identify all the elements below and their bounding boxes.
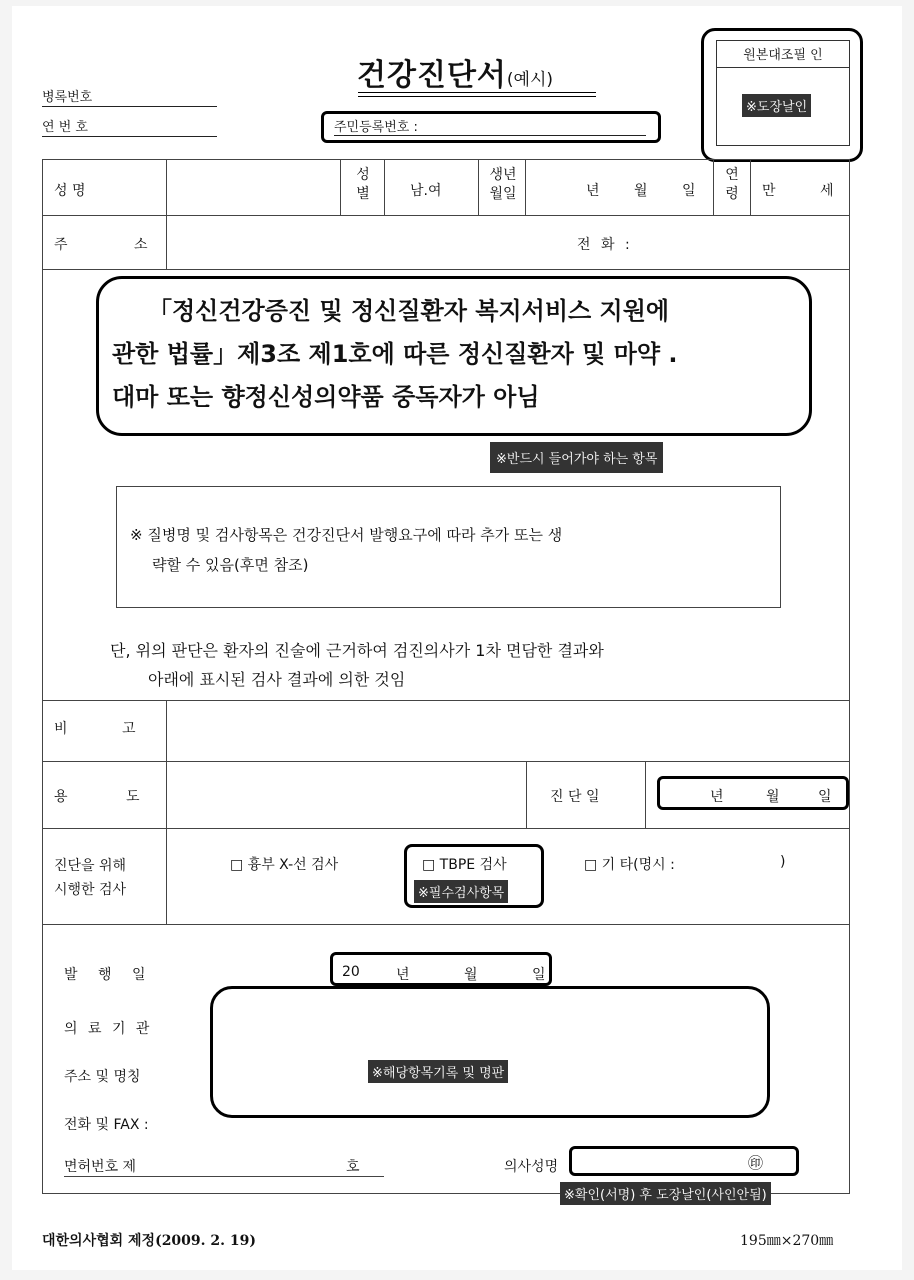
footer-size: 195㎜×270㎜ bbox=[740, 1233, 834, 1249]
diagnosis-year: 년 bbox=[710, 789, 724, 805]
name-label: 성 명 bbox=[54, 183, 86, 199]
main-statement bbox=[112, 290, 802, 419]
tests-label: 진단을 위해 시행한 검사 bbox=[54, 858, 127, 898]
remarks-label: 비 고 bbox=[54, 721, 136, 737]
other-test-checkbox[interactable]: □ 기 타(명시 : bbox=[584, 857, 675, 873]
diagnosis-month: 월 bbox=[766, 789, 780, 805]
phone-label: 전 화 : bbox=[577, 237, 630, 253]
judgment-line2: 아래에 표시된 검사 결과에 의한 것임 bbox=[148, 670, 406, 689]
issue-date-label: 발 행 일 bbox=[64, 967, 146, 983]
issue-year: 년 bbox=[396, 967, 410, 983]
institution-info-box[interactable] bbox=[210, 986, 770, 1118]
age-se: 세 bbox=[820, 183, 834, 199]
address-label: 주 소 bbox=[54, 237, 148, 253]
judgment-line1: 단, 위의 판단은 환자의 진술에 근거하여 검진의사가 1차 면담한 결과와 bbox=[110, 641, 604, 660]
byeongrok-field: 병록번호 bbox=[42, 86, 217, 107]
judgment-statement bbox=[110, 636, 604, 694]
gender-label: 성 별 bbox=[356, 167, 370, 202]
institution-phone-label: 전화 및 FAX : bbox=[64, 1117, 149, 1133]
other-test-close: ) bbox=[780, 854, 786, 870]
stamp-box-label: 원본대조필 인 bbox=[717, 41, 849, 68]
diagnosis-day: 일 bbox=[818, 789, 832, 805]
document-title bbox=[357, 50, 597, 94]
birth-label: 생년 월일 bbox=[489, 167, 517, 202]
remarks-field[interactable] bbox=[168, 702, 846, 760]
certificate-page bbox=[12, 6, 902, 1270]
main-statement-line2: 관한 법률」제3조 제1호에 따른 정신질환자 및 마약 . bbox=[112, 340, 678, 368]
institution-label: 의 료 기 관 bbox=[64, 1021, 153, 1037]
jumin-number-field: 주민등록번호 : bbox=[334, 116, 646, 136]
title-underline bbox=[358, 92, 596, 97]
doctor-seal-icon: ㊞ bbox=[748, 1154, 764, 1172]
birth-month: 월 bbox=[634, 183, 648, 199]
doctor-sign-note: ※확인(서명) 후 도장날인(사인안됨) bbox=[560, 1182, 771, 1205]
usage-label: 용 도 bbox=[54, 789, 140, 805]
stamp-note: ※도장날인 bbox=[742, 94, 811, 117]
license-suffix: 호 bbox=[346, 1159, 360, 1175]
tbpe-checkbox[interactable]: □ TBPE 검사 bbox=[422, 857, 507, 873]
diagnosis-date-label: 진 단 일 bbox=[550, 789, 600, 805]
gender-value[interactable]: 남.여 bbox=[410, 183, 442, 199]
issue-day: 일 bbox=[532, 967, 546, 983]
issue-date-box[interactable] bbox=[330, 952, 552, 986]
age-man: 만 bbox=[762, 183, 776, 199]
yeonbeonho-field: 연 번 호 bbox=[42, 116, 217, 137]
age-label: 연 령 bbox=[725, 167, 739, 202]
license-underline bbox=[64, 1176, 384, 1177]
issue-month: 월 bbox=[464, 967, 478, 983]
license-label: 면허번호 제 bbox=[64, 1159, 137, 1175]
optional-note-line1: ※ 질병명 및 검사항목은 건강진단서 발행요구에 따라 추가 또는 생 bbox=[130, 526, 563, 544]
doctor-name-box[interactable] bbox=[569, 1146, 799, 1176]
optional-note-line2: 략할 수 있음(후면 참조) bbox=[152, 556, 309, 574]
institution-address-label: 주소 및 명칭 bbox=[64, 1069, 141, 1085]
birth-year: 년 bbox=[586, 183, 600, 199]
title-suffix: (예시) bbox=[506, 70, 554, 90]
main-statement-line3: 대마 또는 향정신성의약품 중독자가 아님 bbox=[112, 383, 540, 411]
usage-field[interactable] bbox=[168, 763, 524, 827]
xray-checkbox[interactable]: □ 흉부 X-선 검사 bbox=[230, 857, 339, 873]
issue-date-20: 20 bbox=[342, 964, 360, 980]
institution-note: ※해당항목기록 및 명판 bbox=[368, 1060, 508, 1083]
optional-items-note bbox=[130, 520, 562, 580]
main-statement-line1: 「정신건강증진 및 정신질환자 복지서비스 지원에 bbox=[148, 297, 670, 325]
doctor-name-label: 의사성명 bbox=[504, 1159, 559, 1175]
footer-enacted: 대한의사협회 제정(2009. 2. 19) bbox=[42, 1233, 256, 1249]
birth-day: 일 bbox=[682, 183, 696, 199]
must-include-note: ※반드시 들어가야 하는 항목 bbox=[490, 442, 663, 473]
stamp-box-inner bbox=[716, 40, 850, 146]
tbpe-required-note: ※필수검사항목 bbox=[414, 880, 508, 903]
title-text: 건강진단서 bbox=[357, 58, 507, 93]
